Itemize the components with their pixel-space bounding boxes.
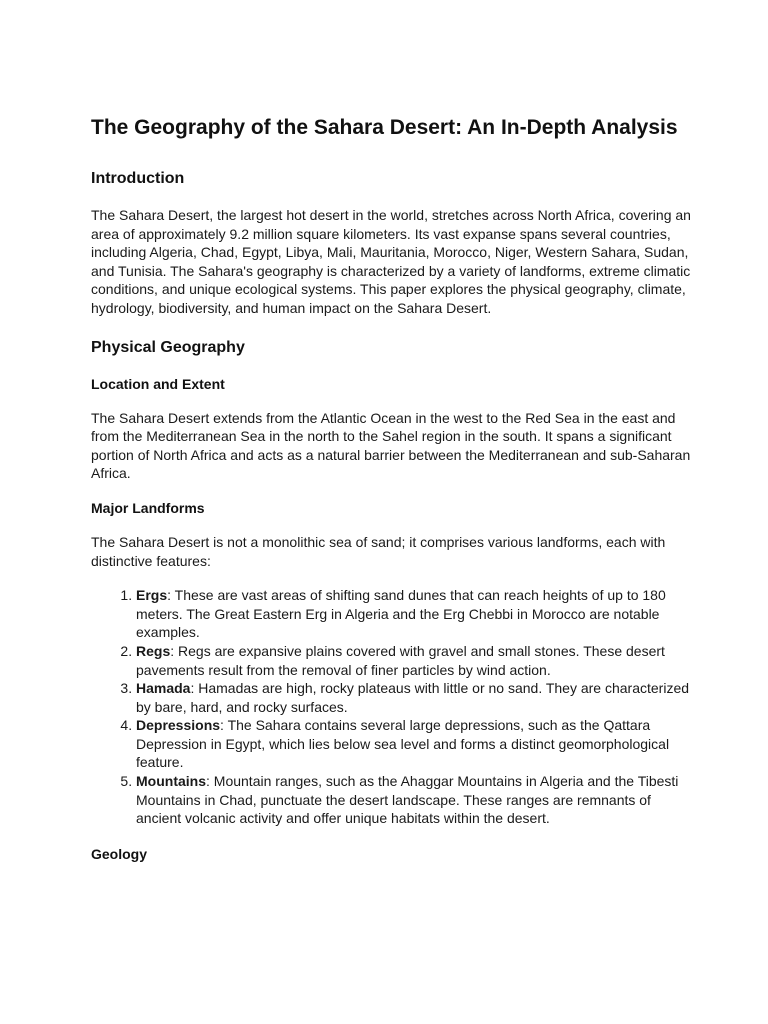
list-item-text: : Regs are expansive plains covered with gravel and small stones. These desert pavements result from the removal of finer particles by wind action.	[136, 642, 665, 678]
document-title: The Geography of the Sahara Desert: An In-Depth Analysis	[91, 116, 678, 139]
major-landforms-paragraph: The Sahara Desert is not a monolithic sea of sand; it comprises various landforms, each with distinctive features:	[91, 533, 666, 569]
location-extent-heading: Location and Extent	[91, 375, 225, 392]
list-item-hamada	[136, 679, 691, 716]
geology-heading: Geology	[91, 845, 148, 862]
location-extent-paragraph: The Sahara Desert extends from the Atlantic Ocean in the west to the Red Sea in the east and from the Mediterranean Sea in the north to the Sahel region in the south. It spans a significant portion of North Africa and acts as a natural barrier between the Mediterranean and sub-Saharan Africa.	[91, 409, 691, 482]
list-item-depressions	[136, 716, 691, 772]
list-item-text: : These are vast areas of shifting sand dunes that can reach heights of up to 180 meters. The Great Eastern Erg in Algeria and the Erg Chebbi in Morocco are notable examples.	[136, 587, 666, 641]
major-landforms-heading: Major Landforms	[91, 499, 205, 516]
document-page	[91, 114, 691, 879]
list-item-term: Hamada	[136, 680, 191, 697]
list-item-text: : The Sahara contains several large depressions, such as the Qattara Depression in Egypt, which lies below sea level and forms a distinct geomorphological feature.	[136, 717, 670, 771]
landforms-list	[91, 586, 691, 828]
list-item-term: Mountains	[136, 773, 206, 790]
list-item-term: Depressions	[136, 717, 221, 734]
list-item-ergs	[136, 586, 691, 642]
list-item-term: Ergs	[136, 587, 168, 604]
list-item-text: : Hamadas are high, rocky plateaus with little or no sand. They are characterized by bare, hard, and rocky surfaces.	[136, 680, 690, 715]
list-item-mountains	[136, 772, 691, 828]
list-item-regs	[136, 642, 691, 679]
introduction-paragraph: The Sahara Desert, the largest hot desert in the world, stretches across North Africa, covering an area of approximately 9.2 million square kilometers. Its vast expanse spans several countries, including Algeria, Chad, Egypt, Libya, Mali, Mauritania, Morocco, Niger, Western Sahara, Sudan, and Tunisia. The Sahara's geography is characterized by a variety of landforms, extreme climatic conditions, and unique ecological systems. This paper explores the physical geography, climate, hydrology, biodiversity, and human impact on the Sahara Desert.	[91, 207, 691, 316]
introduction-heading: Introduction	[91, 170, 185, 187]
list-item-term: Regs	[136, 642, 171, 659]
physical-geography-heading: Physical Geography	[91, 338, 245, 356]
list-item-text: : Mountain ranges, such as the Ahaggar Mountains in Algeria and the Tibesti Mountains in Chad, punctuate the desert landscape. These ranges are remnants of ancient volcanic activity and offer unique habitats within the desert.	[136, 773, 679, 827]
